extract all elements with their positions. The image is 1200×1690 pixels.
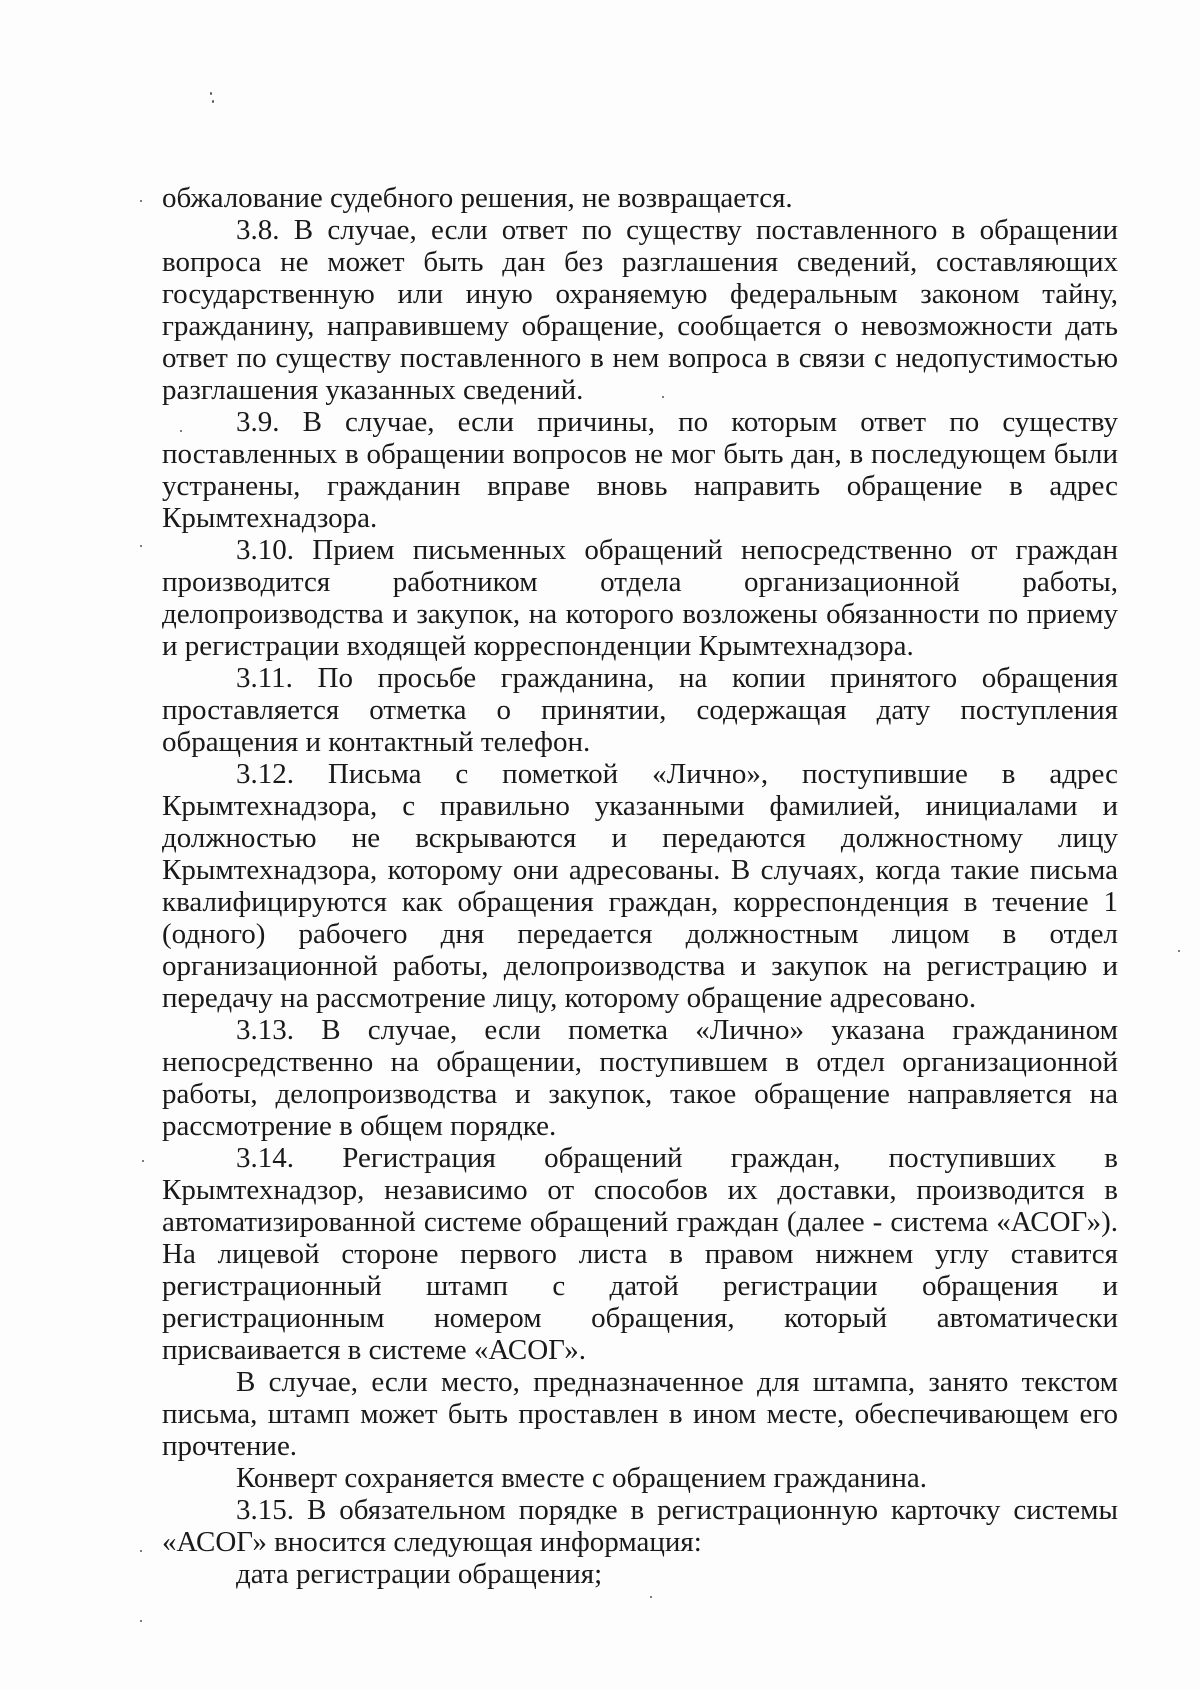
paragraph-registration-date: дата регистрации обращения; (236, 1558, 603, 1590)
scan-speck (140, 545, 142, 547)
scan-speck (662, 396, 664, 398)
paragraph-stamp-place: В случае, если место, предназначенное для штампа, занято текстом письма, штамп может быть проставлен в ином месте, обеспечивающем его прочтение. (162, 1366, 1118, 1462)
paragraph-3-15: 3.15. В обязательном порядке в регистрационную карточку системы «АСОГ» вносится следующая информация: (162, 1494, 1118, 1558)
scan-speck (142, 1160, 144, 1162)
paragraph-3-11: 3.11. По просьбе гражданина, на копии принятого обращения проставляется отметка о принятии, содержащая дату поступления обращения и контактный телефон. (162, 662, 1118, 758)
paragraph-continuation: обжалование судебного решения, не возвращается. (162, 182, 793, 214)
scan-speck (140, 1620, 142, 1622)
paragraph-3-14: 3.14. Регистрация обращений граждан, поступивших в Крымтехнадзор, независимо от способов их доставки, производится в автоматизированной системе обращений граждан (далее - система «АСОГ»). На лицевой стороне первого листа в правом нижнем углу ставится регистрационный штамп с датой регистрации обращения и регистрационным номером обращения, который автоматически присваивается в системе «АСОГ». (162, 1142, 1118, 1366)
paragraph-3-9: 3.9. В случае, если причины, по которым ответ по существу поставленных в обращении вопросов не мог быть дан, в последующем были устранены, гражданин вправе вновь направить обращение в адрес Крымтехнадзора. (162, 406, 1118, 534)
paragraph-3-10: 3.10. Прием письменных обращений непосредственно от граждан производится работником отдела организационной работы, делопроизводства и закупок, на которого возложены обязанности по приему и регистрации входящей корреспонденции Крымтехнадзора. (162, 534, 1118, 662)
scan-speck (140, 200, 142, 202)
scan-speck (210, 92, 212, 95)
scan-speck (140, 1550, 142, 1552)
scan-speck (212, 100, 214, 103)
paragraph-3-8: 3.8. В случае, если ответ по существу поставленного в обращении вопроса не может быть дан без разглашения сведений, составляющих государственную или иную охраняемую федеральным законом тайну, гражданину, направившему обращение, сообщается о невозможности дать ответ по существу поставленного в нем вопроса в связи с недопустимостью разглашения указанных сведений. (162, 214, 1118, 406)
paragraph-3-12: 3.12. Письма с пометкой «Лично», поступившие в адрес Крымтехнадзора, с правильно указанными фамилией, инициалами и должностью не вскрываются и передаются должностному лицу Крымтехнадзора, которому они адресованы. В случаях, когда такие письма квалифицируются как обращения граждан, корреспонденция в течение 1 (одного) рабочего дня передается должностным лицом в отдел организационной работы, делопроизводства и закупок на регистрацию и передачу на рассмотрение лицу, которому обращение адресовано. (162, 758, 1118, 1014)
scan-speck (650, 1596, 652, 1598)
scan-speck (1178, 950, 1180, 952)
paragraph-3-13: 3.13. В случае, если пометка «Лично» указана гражданином непосредственно на обращении, поступившем в отдел организационной работы, делопроизводства и закупок, такое обращение направляется на рассмотрение в общем порядке. (162, 1014, 1118, 1142)
document-body (162, 182, 1118, 1590)
paragraph-envelope: Конверт сохраняется вместе с обращением гражданина. (236, 1462, 927, 1494)
scan-speck (180, 430, 182, 432)
